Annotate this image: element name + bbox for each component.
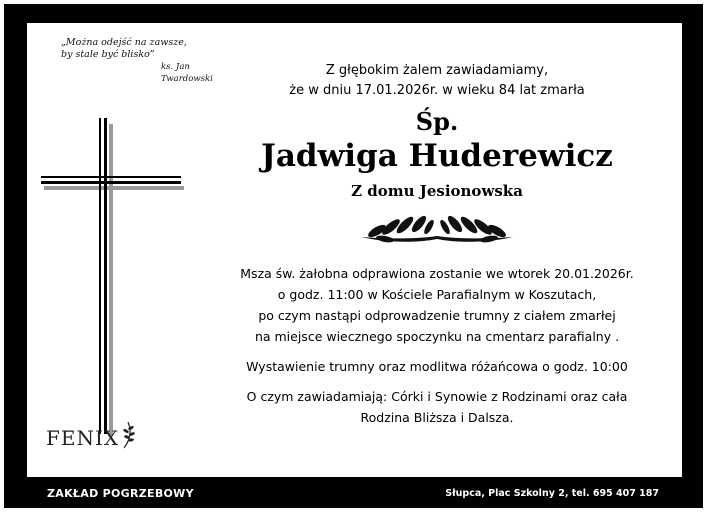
- memorial-quote: [61, 37, 241, 85]
- announcement: [217, 33, 657, 428]
- footer-contact: Słupca, Plac Szkolny 2, tel. 695 407 187: [445, 488, 659, 499]
- intro-line-1: Z głębokim żalem zawiadamiamy,: [325, 63, 549, 78]
- family-line-2: Rodzina Bliższa i Dalsza.: [360, 410, 514, 425]
- mass-line-2: o godz. 11:00 w Kościele Parafialnym w Koszutach,: [277, 287, 597, 302]
- footer-company: ZAKŁAD POGRZEBOWY: [47, 487, 194, 500]
- laurel-icon: [357, 209, 517, 249]
- cross-icon: [41, 108, 191, 438]
- quote-author: ks. Jan Twardowski: [161, 62, 213, 84]
- viewing-line: Wystawienie trumny oraz modlitwa różańcowa o godz. 10:00: [246, 359, 628, 374]
- quote-line-2: by stale być blisko”: [61, 49, 155, 60]
- deceased-name: Jadwiga Huderewicz: [261, 138, 613, 174]
- family-line-1: O czym zawiadamiają: Córki i Synowie z Rodzinami oraz cała: [246, 389, 628, 404]
- obituary-card: [27, 23, 682, 477]
- laurel-branch-icon: [118, 420, 138, 450]
- name-prefix: Śp.: [415, 107, 459, 136]
- quote-line-1: „Można odejść na zawsze,: [61, 37, 187, 48]
- logo-text: FENIX: [46, 426, 120, 450]
- mass-line-3: po czym nastąpi odprowadzenie trumny z ciałem zmarłej: [258, 308, 616, 323]
- maiden-name: Z domu Jesionowska: [351, 182, 523, 200]
- funeral-details: [217, 263, 657, 428]
- intro-line-2: że w dniu 17.01.2026r. w wieku 84 lat zmarła: [289, 83, 585, 98]
- intro-text: [217, 61, 657, 101]
- fenix-logo: [40, 418, 140, 452]
- mass-line-4: na miejsce wiecznego spoczynku na cmentarz parafialny .: [254, 329, 620, 344]
- mass-line-1: Msza św. żałobna odprawiona zostanie we wtorek 20.01.2026r.: [240, 266, 634, 281]
